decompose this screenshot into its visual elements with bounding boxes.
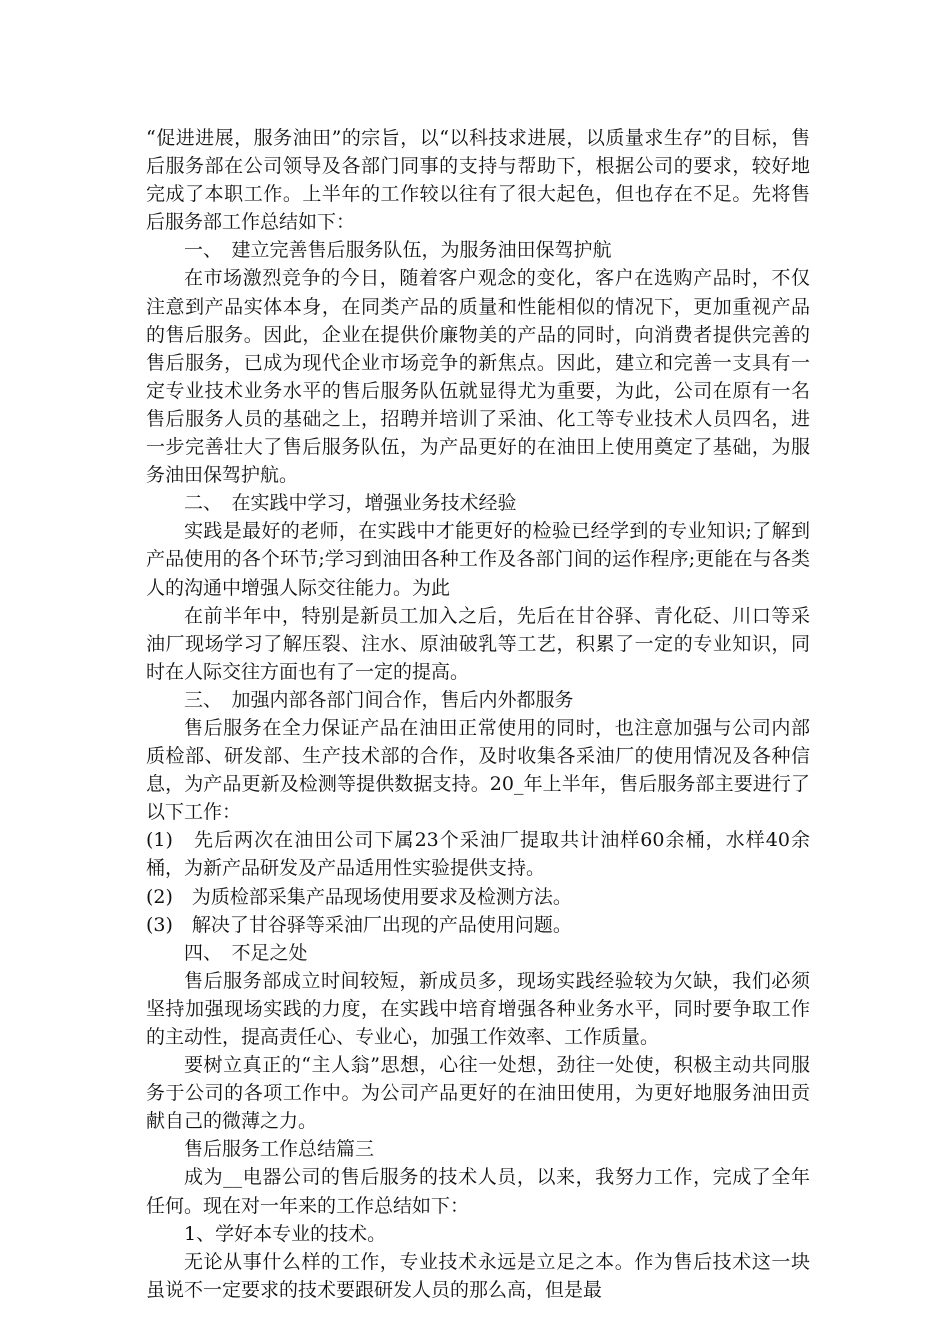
paragraph-practice: 实践是最好的老师，在实践中才能更好的检验已经学到的专业知识;了解到产品使用的各个环节;学习到油田各种工作及各部门间的运作程序;更能在与各类人的沟通中增强人际交往能力。为此 — [146, 520, 810, 599]
paragraph-ownership: 要树立真正的“主人翁”思想，心往一处想，劲往一处使，积极主动共同服务于公司的各项工作中。为公司产品更好的在油田使用，为更好地服务油田贡献自己的微薄之力。 — [146, 1054, 810, 1133]
document-page — [146, 124, 810, 1304]
paragraph-intro-part-3: 成为__电器公司的售后服务的技术人员，以来，我努力工作，完成了全年任何。现在对一年来的工作总结如下： — [146, 1166, 810, 1217]
paragraph-field-study: 在前半年中，特别是新员工加入之后，先后在甘谷驿、青化砭、川口等采油厂现场学习了解压裂、注水、原油破乳等工艺，积累了一定的专业知识，同时在人际交往方面也有了一定的提高。 — [146, 604, 810, 683]
list-item-2: (2) 为质检部采集产品现场使用要求及检测方法。 — [146, 885, 572, 908]
article-title-part-3: 售后服务工作总结篇三 — [184, 1138, 375, 1161]
paragraph-team: 在市场激烈竞争的今日，随着客户观念的变化，客户在选购产品时，不仅注意到产品实体本身，在同类产品的质量和性能相似的情况下，更加重视产品的售后服务。因此，企业在提供价廉物美的产品的同时，向消费者提供完善的售后服务，已成为现代企业市场竞争的新焦点。因此，建立和完善一支具有一定专业技术业务水平的售后服务队伍就显得尤为重要，为此，公司在原有一名售后服务人员的基础之上，招聘并培训了采油、化工等专业技术人员四名，进一步完善壮大了售后服务队伍，为产品更好的在油田上使用奠定了基础，为服务油田保驾护航。 — [146, 267, 810, 487]
list-item-3: (3) 解决了甘谷驿等采油厂出现的产品使用问题。 — [146, 913, 572, 936]
section-heading-2: 二、 在实践中学习，增强业务技术经验 — [184, 492, 517, 515]
section-heading-4: 四、 不足之处 — [184, 941, 308, 964]
paragraph-technology: 无论从事什么样的工作，专业技术永远是立足之本。作为售后技术这一块虽说不一定要求的技术要跟研发人员的那么高，但是最 — [146, 1250, 810, 1301]
paragraph-intro: “促进进展，服务油田”的宗旨，以“以科技求进展，以质量求生存”的目标，售后服务部在公司领导及各部门同事的支持与帮助下，根据公司的要求，较好地完成了本职工作。上半年的工作较以往有了很大起色，但也存在不足。先将售后服务部工作总结如下： — [146, 127, 810, 234]
list-item-1: (1) 先后两次在油田公司下属23个采油厂提取共计油样60余桶，水样40余桶，为新产品研发及产品适用性实验提供支持。 — [146, 829, 810, 880]
section-heading-3: 三、 加强内部各部门间合作，售后内外都服务 — [184, 688, 574, 711]
paragraph-cooperation: 售后服务在全力保证产品在油田正常使用的同时，也注意加强与公司内部质检部、研发部、生产技术部的合作，及时收集各采油厂的使用情况及各种信息，为产品更新及检测等提供数据支持。20_年上半年，售后服务部主要进行了以下工作： — [146, 716, 810, 824]
subheading-learn-technology: 1、学好本专业的技术。 — [184, 1222, 387, 1245]
paragraph-shortcomings: 售后服务部成立时间较短，新成员多，现场实践经验较为欠缺，我们必须坚持加强现场实践的力度，在实践中培育增强各种业务水平，同时要争取工作的主动性，提高责任心、专业心，加强工作效率、工作质量。 — [146, 969, 810, 1048]
section-heading-1: 一、 建立完善售后服务队伍，为服务油田保驾护航 — [184, 239, 612, 262]
